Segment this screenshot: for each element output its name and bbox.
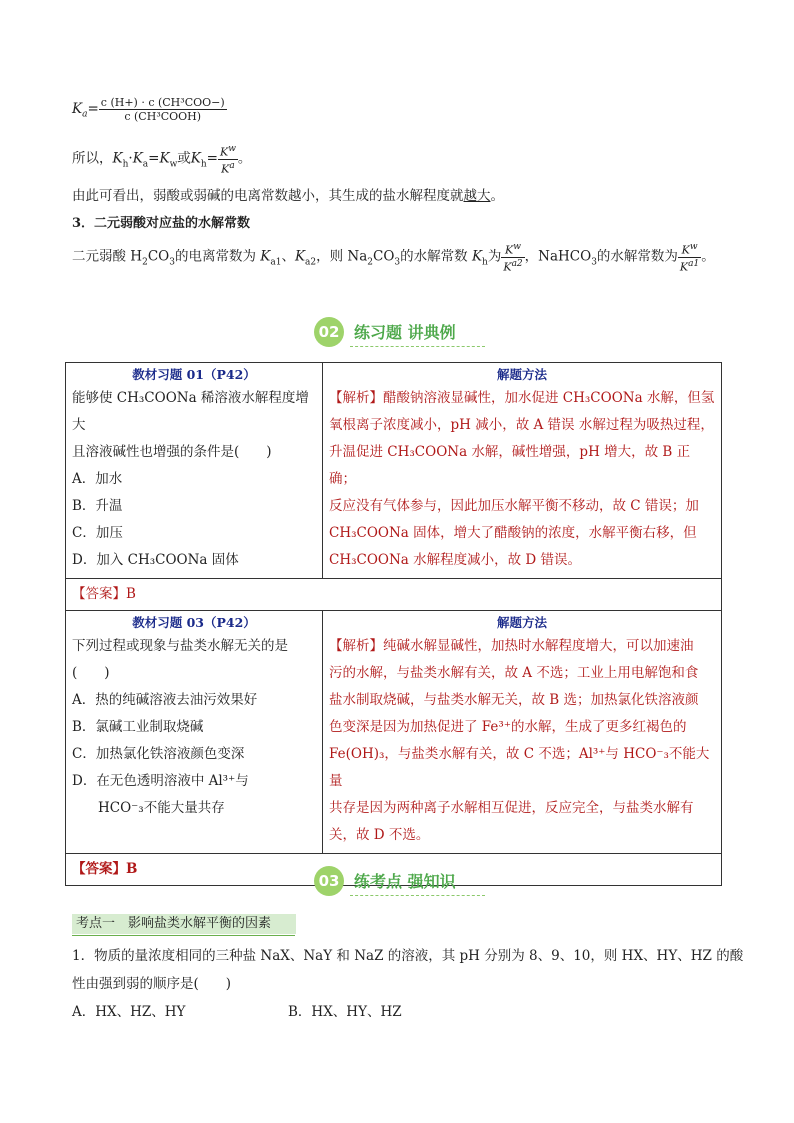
question1-line2: 性由强到弱的顺序是( ) [72, 976, 232, 992]
exercise1-option-a: A．加水 [72, 471, 123, 487]
exercise2-answer: 【答案】B [66, 854, 722, 886]
topic-tag: 考点一 影响盐类水解平衡的因素 [72, 914, 296, 934]
kw-over-ka2-fraction: $\frac{K^w}{K^{a2}}$ [503, 242, 523, 274]
exercise1-analysis-line: CH₃COONa 固体，增大了醋酸钠的浓度，水解平衡右移，但 [329, 525, 697, 541]
section-title-02: 练习题 讲典例 [354, 323, 456, 342]
exercise2-question-cell [66, 611, 323, 854]
section-number-badge-03: 03 [314, 866, 344, 896]
section-divider-02 [350, 346, 485, 347]
exercise1-question-cell [66, 363, 323, 579]
exercise2-title: 教材习题 03（P42） [132, 615, 256, 630]
exercise1-analysis-line: 升温促进 CH₃COONa 水解，碱性增强，pH 增大，故 B 正确； [329, 444, 691, 487]
exercise2-analysis-line: 关，故 D 不选。 [329, 827, 430, 843]
exercise1-q-line: 能够使 CH₃COONa 稀溶液水解程度增大 [72, 390, 309, 433]
exercise2-analysis-line: 共存是因为两种离子水解相互促进，反应完全，与盐类水解有 [329, 800, 694, 816]
exercise2-option-a: A．热的纯碱溶液去油污效果好 [72, 692, 258, 708]
conclusion-text: 由此可看出，弱酸或弱碱的电离常数越小，其生成的盐水解程度就越大。 [72, 188, 504, 204]
ka-denominator: c (CH³COOH) [124, 110, 202, 123]
exercise1-option-c: C．加压 [72, 525, 123, 541]
exercise1-option-d: D．加入 CH₃COONa 固体 [72, 552, 239, 568]
exercise2-option-b: B．氯碱工业制取烧碱 [72, 719, 204, 735]
exercise1-method-title: 解题方法 [496, 367, 547, 382]
exercise1-answer: 【答案】B [66, 579, 722, 611]
section-title-03: 练考点 强知识 [354, 872, 456, 891]
exercise2-option-d: D．在无色透明溶液中 Al³⁺与 [72, 773, 249, 789]
exercise2-method-title: 解题方法 [496, 615, 547, 630]
exercise1-option-b: B．升温 [72, 498, 123, 514]
ka-formula: $K_a=$ $\frac{\text{c (H+) · c (CH³COO−)}}{\text{c (CH³COOH)}}$ [72, 96, 225, 123]
exercise1-q-line: 且溶液碱性也增强的条件是( ) [72, 444, 272, 460]
exercise1-analysis-line: CH₃COONa 水解程度减小，故 D 错误。 [329, 552, 582, 568]
exercise2-analysis-line: Fe(OH)₃，与盐类水解有关，故 C 不选；Al³⁺与 HCO⁻₃不能大量 [329, 746, 710, 789]
ka-fraction [99, 96, 227, 123]
exercise1-analysis-cell [323, 363, 722, 579]
exercise2-option-d-cont: HCO⁻₃不能大量共存 [98, 800, 225, 816]
section-divider-03 [350, 895, 485, 896]
ka-symbol: $K_a$ [72, 101, 88, 120]
ka-numerator: c (H+) · c (CH³COO−) [100, 96, 225, 109]
kw-over-ka1-fraction: $\frac{K^w}{K^{a1}}$ [679, 242, 700, 274]
question1-line1: 1．物质的量浓度相同的三种盐 NaX、NaY 和 NaZ 的溶液，其 pH 分别为 8、9、10，则 HX、HY、HZ 的酸 [72, 948, 744, 964]
kh-relation: 所以，$K_h\cdot K_a=K_w$或$K_h=$ $\frac{K^w}{K^a}$ 。 [72, 144, 252, 176]
exercise2-analysis-line: 【解析】纯碱水解显碱性，加热时水解程度增大，可以加速油 [329, 638, 694, 654]
exercise1-analysis-line: 氧根离子浓度减小，pH 减小，故 A 错误 水解过程为吸热过程， [329, 417, 714, 433]
exercise2-q-line: ( ) [72, 665, 110, 681]
exercise2-q-line: 下列过程或现象与盐类水解无关的是 [72, 638, 288, 654]
exercise1-title: 教材习题 01（P42） [132, 367, 256, 382]
exercise1-analysis-line: 反应没有气体参与，因此加压水解平衡不移动，故 C 错误；加 [329, 498, 699, 514]
section3-title: 3．二元弱酸对应盐的水解常数 [72, 216, 251, 231]
section3-text: 二元弱酸 $H_2CO_3$的电离常数为 $K_{a1}$、$K_{a2}$，则 $Na_2CO_3$的水解常数 $K_h$为 $\frac{K^w}{K^{a2}}$ ，NaHCO$_3$的水解常数为 $\frac{K^w}{K^{a1}}$ 。 [72, 242, 715, 274]
topic-underline [72, 935, 295, 936]
section-number-badge-02: 02 [314, 317, 344, 347]
exercise2-option-c: C．加热氯化铁溶液颜色变深 [72, 746, 245, 762]
question1-option-a: A．HX、HZ、HY [72, 1004, 186, 1020]
exercise2-analysis-cell [323, 611, 722, 854]
exercise-table-1 [65, 362, 722, 886]
exercise2-analysis-line: 盐水制取烧碱，与盐类水解无关，故 B 选；加热氯化铁溶液颜 [329, 692, 699, 708]
underlined-answer: 越大 [463, 188, 491, 204]
exercise2-analysis-line: 污的水解，与盐类水解有关，故 A 不选；工业上用电解饱和食 [329, 665, 699, 681]
question1-option-b: B．HX、HY、HZ [288, 1004, 402, 1020]
exercise2-analysis-line: 色变深是因为加热促进了 Fe³⁺的水解，生成了更多红褐色的 [329, 719, 687, 735]
exercise1-analysis-line: 【解析】醋酸钠溶液显碱性，加水促进 CH₃COONa 水解，但氢 [329, 390, 715, 406]
kw-over-ka-fraction: $\frac{K^w}{K^a}$ [219, 144, 236, 176]
